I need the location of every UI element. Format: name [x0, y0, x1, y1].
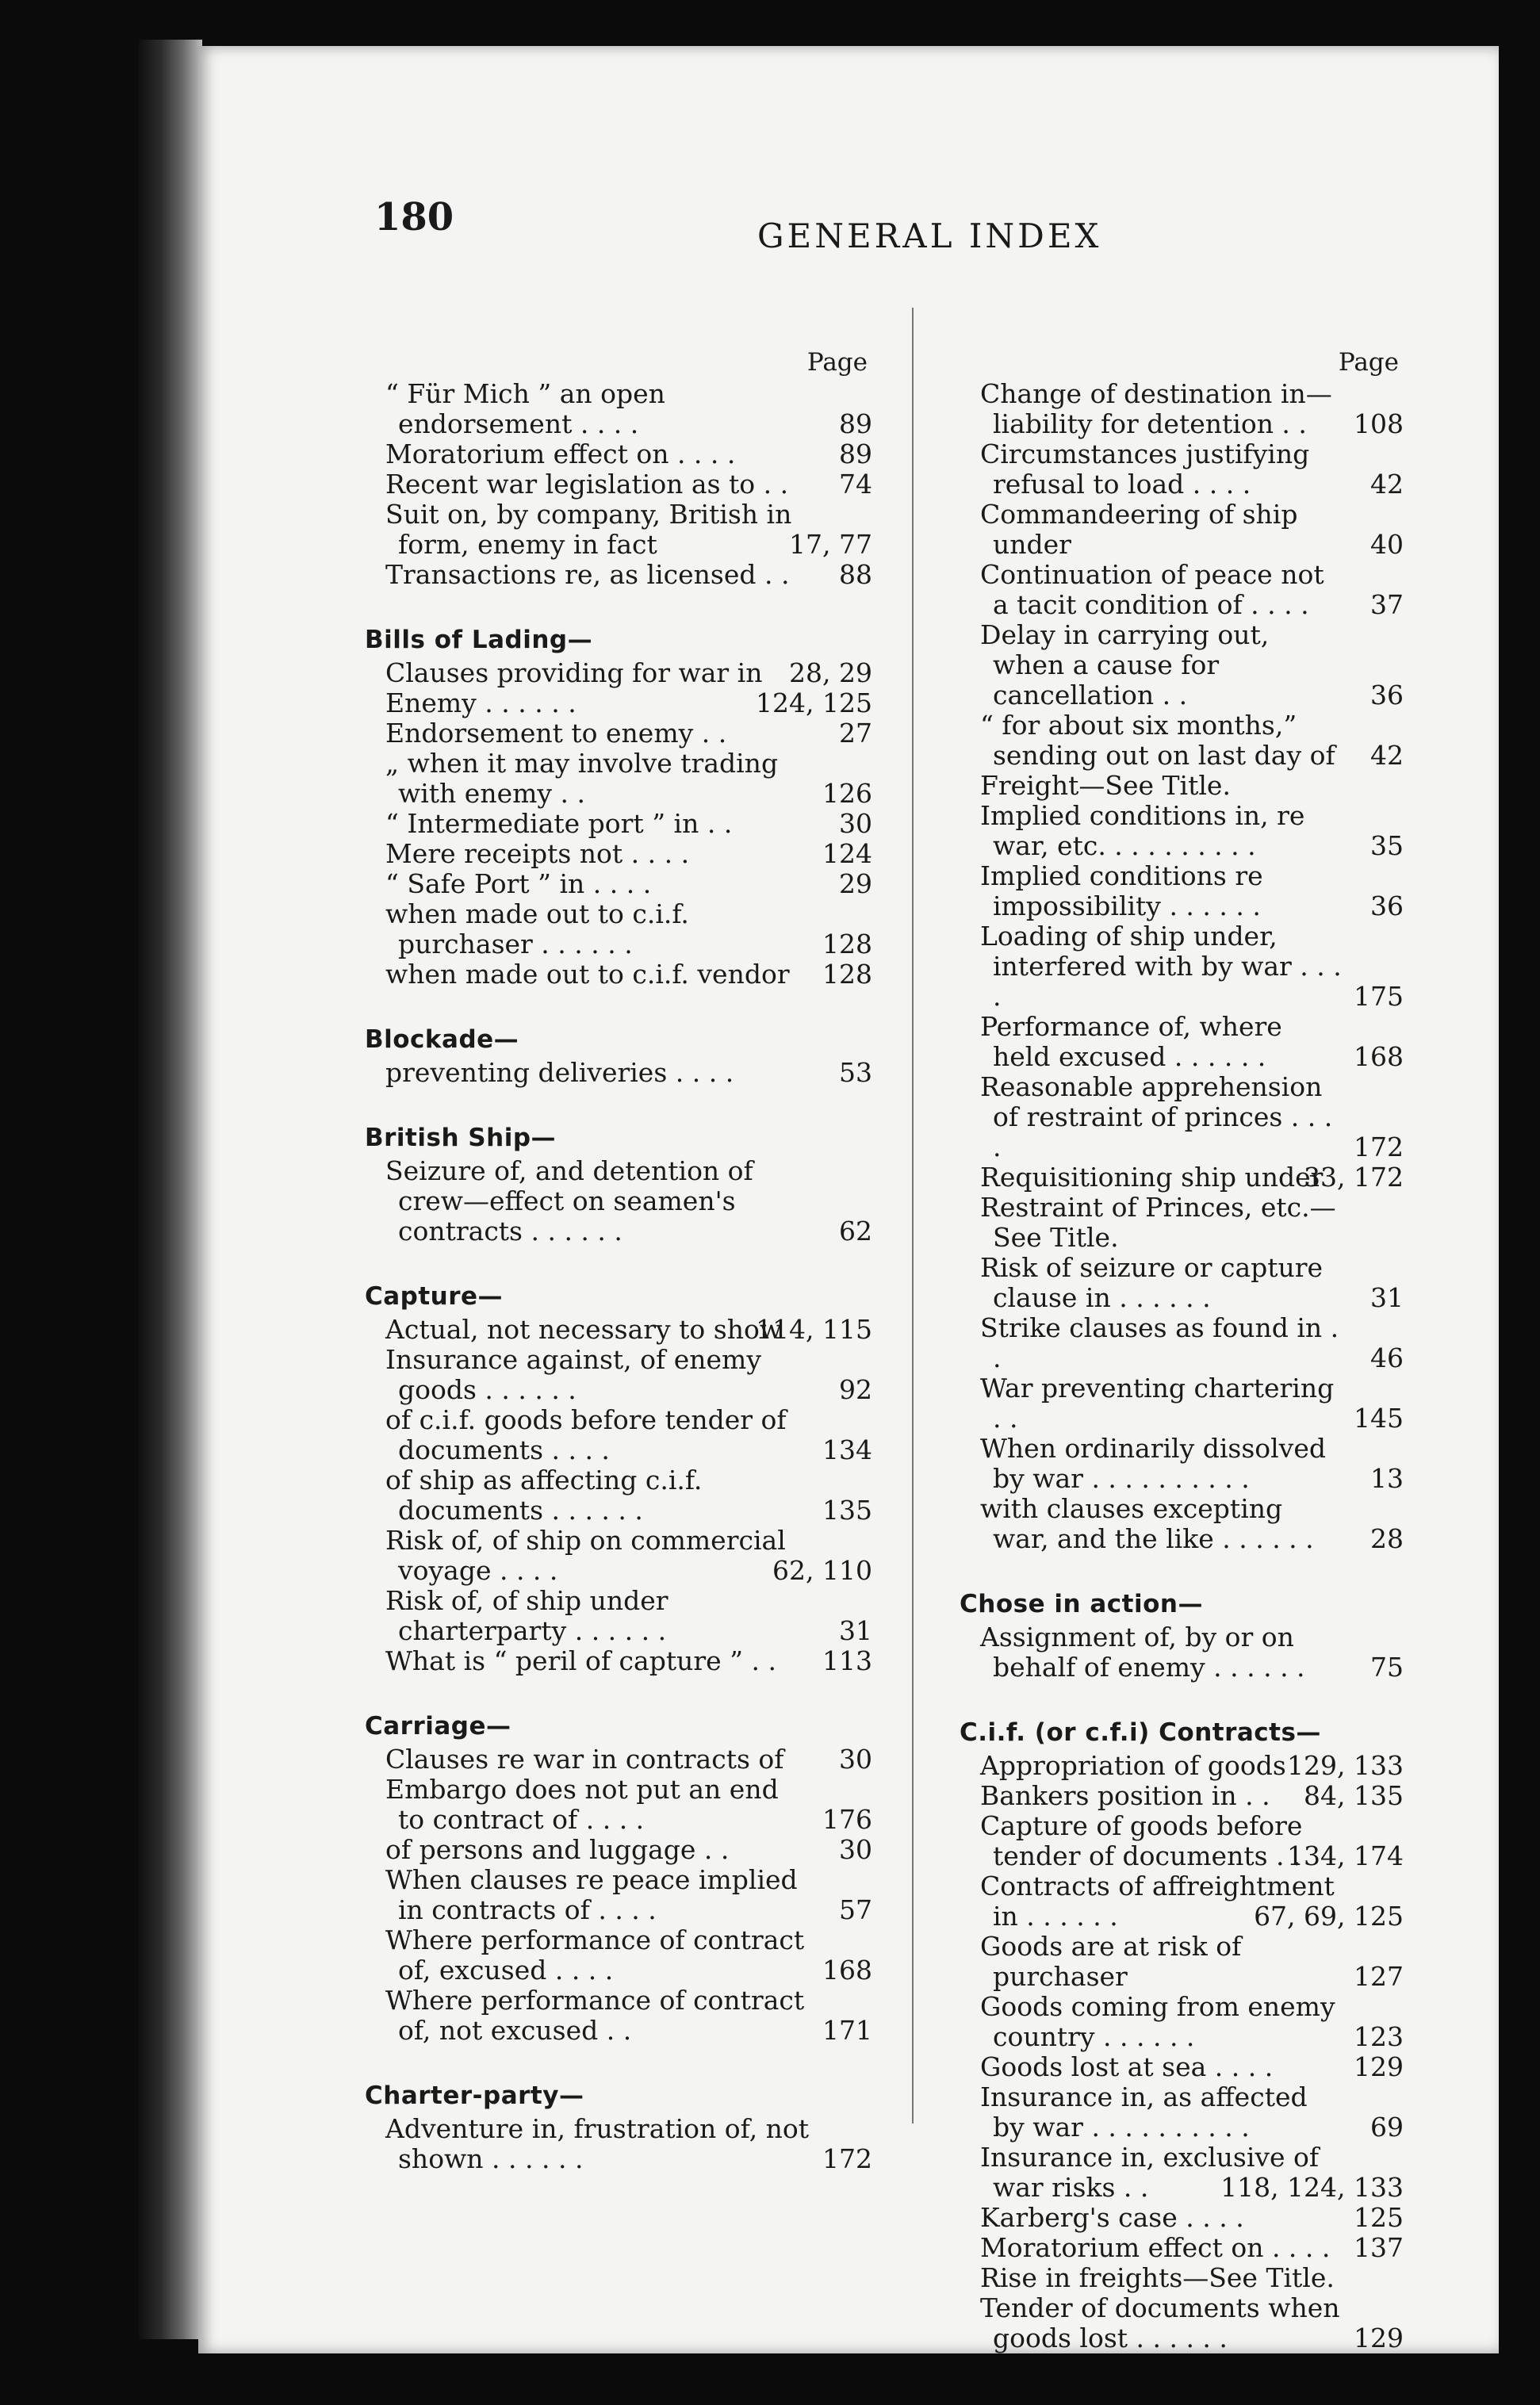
- entry-page-ref: 75: [1370, 1652, 1404, 1683]
- entry-page-ref: 124: [822, 838, 872, 869]
- entry-text: What is “ peril of capture ” . .: [385, 1645, 776, 1676]
- index-section: [365, 625, 872, 990]
- entry-text: Embargo does not put an end to contract of . . . .: [385, 1774, 779, 1835]
- entry-page-ref: 28, 29: [789, 657, 872, 688]
- entry-text: Implied conditions re impossibility . . . . . .: [980, 860, 1263, 921]
- index-entry: [365, 809, 872, 839]
- entry-page-ref: 134: [822, 1434, 872, 1465]
- entry-page-ref: 89: [839, 438, 872, 469]
- entry-page-ref: 168: [1354, 1041, 1404, 1072]
- index-entry: [365, 749, 872, 809]
- entry-text: “ Intermediate port ” in . .: [385, 808, 733, 839]
- right-sections: [960, 1589, 1404, 2353]
- entry-page-ref: 126: [822, 778, 872, 809]
- entry-text: Suit on, by company, British in form, enemy in fact: [385, 499, 792, 560]
- index-entry: [960, 861, 1404, 921]
- entry-text: Change of destination in—liability for detention . .: [980, 378, 1332, 439]
- index-entry: [960, 1932, 1404, 1992]
- index-entry: [365, 1058, 872, 1088]
- entry-text: Where performance of contract of, excused . . . .: [385, 1924, 805, 1986]
- entry-page-ref: 31: [1370, 1282, 1404, 1313]
- entry-text: when made out to c.i.f. purchaser . . . . . .: [385, 898, 689, 959]
- index-entry: [365, 1925, 872, 1986]
- index-entry: [365, 1775, 872, 1835]
- entry-text: Insurance against, of enemy goods . . . . . .: [385, 1344, 761, 1405]
- entry-page-ref: 40: [1370, 529, 1404, 560]
- entry-text: Bankers position in . .: [980, 1780, 1270, 1811]
- section-heading: British Ship—: [365, 1124, 557, 1152]
- index-entry: [365, 560, 872, 590]
- entry-text: Delay in carrying out, when a cause for cancellation . .: [980, 619, 1270, 710]
- entry-page-ref: 35: [1370, 830, 1404, 861]
- entry-page-ref: 13: [1370, 1463, 1404, 1494]
- index-entry: [365, 469, 872, 500]
- entry-page-ref: 36: [1370, 890, 1404, 921]
- section-heading: Carriage—: [365, 1712, 511, 1741]
- entry-text: when made out to c.i.f. vendor: [385, 959, 790, 990]
- index-entry: [365, 379, 872, 439]
- entry-text: Transactions re, as licensed . .: [385, 559, 790, 590]
- entry-page-ref: 62: [839, 1216, 872, 1247]
- entry-text: Requisitioning ship under: [980, 1162, 1324, 1193]
- entry-page-ref: 69: [1370, 2112, 1404, 2143]
- entry-text: Moratorium effect on . . . .: [980, 2232, 1331, 2263]
- entry-page-ref: 129: [1354, 2323, 1404, 2353]
- index-entry: [365, 1835, 872, 1865]
- entry-page-ref: 74: [839, 469, 872, 500]
- entry-page-ref: 28: [1370, 1523, 1404, 1554]
- index-entry: [960, 1193, 1404, 1253]
- entry-text: Clauses providing for war in: [385, 657, 763, 688]
- entry-page-ref: 129, 133: [1287, 1750, 1404, 1781]
- entry-text: War preventing chartering . .: [980, 1373, 1335, 1434]
- index-entry: [365, 1315, 872, 1345]
- index-entry: [960, 2082, 1404, 2143]
- entry-page-ref: 42: [1370, 740, 1404, 771]
- entry-page-ref: 113: [822, 1645, 872, 1676]
- entry-text: Where performance of contract of, not excused . .: [385, 1985, 805, 2046]
- index-section: [365, 1711, 872, 2046]
- entry-page-ref: 135: [822, 1495, 872, 1526]
- index-entry: [960, 2143, 1404, 2203]
- entry-text: Appropriation of goods: [980, 1750, 1286, 1781]
- entry-text: Continuation of peace not a tacit condition of . . . .: [980, 559, 1324, 620]
- entry-page-ref: 168: [822, 1955, 872, 1986]
- entry-text: “ for about six months,” sending out on last day of: [980, 710, 1335, 771]
- index-entry: [960, 1253, 1404, 1313]
- entry-text: Insurance in, exclusive of war risks . .: [980, 2142, 1320, 2203]
- index-entry: [960, 1373, 1404, 1434]
- entry-text: Goods are at risk of purchaser: [980, 1931, 1242, 1992]
- index-section: [960, 1589, 1404, 1683]
- entry-text: Rise in freights—See Title.: [980, 2262, 1335, 2293]
- entry-text: Performance of, where held excused . . . . . .: [980, 1011, 1282, 1072]
- entry-text: Risk of seizure or capture clause in . . . . . .: [980, 1252, 1324, 1313]
- section-heading: Charter-party—: [365, 2081, 584, 2110]
- entry-page-ref: 175: [1354, 981, 1404, 1012]
- entry-text: of ship as affecting c.i.f. documents . . . . . .: [385, 1465, 703, 1526]
- entry-page-ref: 37: [1370, 589, 1404, 620]
- index-entry: [960, 1992, 1404, 2052]
- entry-text: preventing deliveries . . . .: [385, 1057, 734, 1088]
- entry-text: Commandeering of ship under: [980, 499, 1298, 560]
- entry-text: Tender of documents when goods lost . . . . . .: [980, 2292, 1340, 2353]
- entry-text: Capture of goods before tender of documents . .: [980, 1810, 1303, 1871]
- index-entry: [365, 500, 872, 560]
- index-entry: [960, 1622, 1404, 1683]
- entry-text: When clauses re peace implied in contracts of . . . .: [385, 1864, 798, 1925]
- entry-page-ref: 145: [1354, 1403, 1404, 1434]
- entry-page-ref: 123: [1354, 2021, 1404, 2052]
- entry-text: “ Safe Port ” in . . . .: [385, 868, 652, 899]
- entry-page-ref: 127: [1354, 1961, 1404, 1992]
- entry-page-ref: 84, 135: [1304, 1780, 1404, 1811]
- entry-text: Restraint of Princes, etc.—See Title.: [980, 1192, 1336, 1253]
- index-entry: [365, 1986, 872, 2046]
- index-entry: [960, 560, 1404, 620]
- entry-page-ref: 92: [839, 1374, 872, 1405]
- index-entry: [365, 839, 872, 869]
- section-heading: C.i.f. (or c.f.i) Contracts—: [960, 1718, 1321, 1747]
- entry-page-ref: 62, 110: [772, 1555, 872, 1586]
- entry-text: Clauses re war in contracts of: [385, 1744, 784, 1775]
- left-sections: [365, 625, 872, 2174]
- page-column-label: Page: [806, 348, 868, 377]
- entry-text: “ Für Mich ” an open endorsement . . . .: [385, 378, 665, 439]
- index-entry: [365, 1744, 872, 1775]
- index-entry: [960, 2052, 1404, 2082]
- index-entry: [960, 439, 1404, 500]
- index-entry: [365, 959, 872, 990]
- entry-page-ref: 17, 77: [789, 529, 872, 560]
- entry-text: Freight—See Title.: [980, 770, 1231, 801]
- index-entry: [960, 801, 1404, 861]
- index-entry: [960, 2233, 1404, 2263]
- index-entry: [960, 1871, 1404, 1932]
- entry-page-ref: 118, 124, 133: [1220, 2172, 1404, 2203]
- index-entry: [365, 1156, 872, 1247]
- index-page: [198, 46, 1499, 2353]
- entry-page-ref: 137: [1354, 2232, 1404, 2263]
- book-spine: [139, 40, 202, 2339]
- entry-text: Seizure of, and detention of crew—effect on seamen's contracts . . . . . .: [385, 1155, 753, 1247]
- entry-page-ref: 30: [839, 808, 872, 839]
- index-entry: [365, 1865, 872, 1925]
- index-entry: [365, 1405, 872, 1465]
- entry-text: Moratorium effect on . . . .: [385, 438, 736, 469]
- index-entry: [365, 2114, 872, 2174]
- entry-page-ref: 114, 115: [756, 1314, 872, 1345]
- index-section: [365, 2081, 872, 2174]
- entry-text: Endorsement to enemy . .: [385, 718, 727, 749]
- entry-page-ref: 42: [1370, 469, 1404, 500]
- entry-text: with clauses excepting war, and the like . . . . . .: [980, 1493, 1314, 1554]
- entry-page-ref: 128: [822, 959, 872, 990]
- index-entry: [960, 2263, 1404, 2293]
- entry-page-ref: 29: [839, 868, 872, 899]
- entry-page-ref: 53: [839, 1057, 872, 1088]
- entry-text: Implied conditions in, re war, etc. . . . . . . . . .: [980, 800, 1305, 861]
- index-entry: [365, 658, 872, 688]
- index-entry: [365, 688, 872, 718]
- entry-text: Adventure in, frustration of, not shown . . . . . .: [385, 2113, 810, 2174]
- entry-text: Assignment of, by or on behalf of enemy . . . . . .: [980, 1622, 1305, 1683]
- entry-page-ref: 124, 125: [756, 687, 872, 718]
- index-entry: [365, 1646, 872, 1676]
- index-entry: [960, 500, 1404, 560]
- entry-text: Recent war legislation as to . .: [385, 469, 789, 500]
- index-entry: [960, 2293, 1404, 2353]
- entry-page-ref: 128: [822, 929, 872, 959]
- index-entry: [960, 1494, 1404, 1554]
- section-heading: Blockade—: [365, 1025, 519, 1054]
- entry-page-ref: 30: [839, 1744, 872, 1775]
- index-entry: [365, 1345, 872, 1405]
- index-entry: [960, 771, 1404, 801]
- section-heading: Capture—: [365, 1282, 504, 1311]
- right-lead-entries: [960, 379, 1404, 1554]
- entry-page-ref: 67, 69, 125: [1254, 1901, 1404, 1932]
- entry-text: of persons and luggage . .: [385, 1834, 730, 1865]
- entry-text: Mere receipts not . . . .: [385, 838, 690, 869]
- entry-page-ref: 134, 174: [1287, 1840, 1404, 1871]
- entry-text: Strike clauses as found in . .: [980, 1312, 1339, 1373]
- index-entry: [365, 1586, 872, 1646]
- index-entry: [960, 1162, 1404, 1193]
- entry-text: „ when it may involve trading with enemy . .: [385, 748, 779, 809]
- index-entry: [960, 1012, 1404, 1072]
- entry-page-ref: 172: [1354, 1132, 1404, 1162]
- entry-text: Goods lost at sea . . . .: [980, 2051, 1274, 2082]
- left-column: [365, 347, 872, 2174]
- index-entry: [960, 921, 1404, 1012]
- entry-page-ref: 57: [839, 1894, 872, 1925]
- index-entry: [960, 1751, 1404, 1781]
- index-section: [365, 1281, 872, 1676]
- entry-page-ref: 88: [839, 559, 872, 590]
- index-entry: [960, 1781, 1404, 1811]
- index-entry: [960, 1811, 1404, 1871]
- entry-text: Actual, not necessary to show: [385, 1314, 783, 1345]
- entry-text: Insurance in, as affected by war . . . . . . . . . .: [980, 2081, 1308, 2143]
- entry-page-ref: 30: [839, 1834, 872, 1865]
- entry-text: Risk of, of ship on commercial voyage . . . .: [385, 1525, 786, 1586]
- index-entry: [960, 1434, 1404, 1494]
- entry-text: Circumstances justifying refusal to load . . . .: [980, 438, 1310, 500]
- entry-text: Enemy . . . . . .: [385, 687, 577, 718]
- entry-text: Loading of ship under, interfered with by war . . . .: [980, 921, 1342, 1012]
- entry-page-ref: 125: [1354, 2202, 1404, 2233]
- entry-text: Reasonable apprehension of restraint of princes . . . .: [980, 1071, 1333, 1162]
- page-number: 180: [374, 195, 454, 239]
- section-heading: Bills of Lading—: [365, 626, 593, 654]
- index-entry: [365, 899, 872, 959]
- entry-page-ref: 171: [822, 2015, 872, 2046]
- index-entry: [365, 1465, 872, 1526]
- left-lead-entries: [365, 379, 872, 590]
- right-column: [960, 347, 1404, 2353]
- index-entry: [960, 1313, 1404, 1373]
- entry-text: Karberg's case . . . .: [980, 2202, 1244, 2233]
- entry-page-ref: 36: [1370, 680, 1404, 710]
- column-divider: [912, 308, 914, 2124]
- entry-page-ref: 31: [839, 1615, 872, 1646]
- entry-text: Risk of, of ship under charterparty . . . . . .: [385, 1585, 668, 1646]
- index-section: [365, 1123, 872, 1247]
- entry-page-ref: 108: [1354, 408, 1404, 439]
- index-entry: [365, 439, 872, 469]
- section-heading: Chose in action—: [960, 1590, 1203, 1618]
- index-entry: [960, 2203, 1404, 2233]
- entry-text: of c.i.f. goods before tender of documents . . . .: [385, 1404, 787, 1465]
- entry-text: Goods coming from enemy country . . . . . .: [980, 1991, 1335, 2052]
- entry-page-ref: 33, 172: [1304, 1162, 1404, 1193]
- index-entry: [365, 869, 872, 899]
- index-entry: [365, 718, 872, 749]
- entry-text: Contracts of affreightment in . . . . . .: [980, 1871, 1335, 1932]
- index-entry: [365, 1526, 872, 1586]
- index-section: [960, 1718, 1404, 2353]
- index-entry: [960, 710, 1404, 771]
- entry-page-ref: 89: [839, 408, 872, 439]
- index-entry: [960, 620, 1404, 710]
- index-entry: [960, 1072, 1404, 1162]
- entry-page-ref: 176: [822, 1804, 872, 1835]
- entry-page-ref: 129: [1354, 2051, 1404, 2082]
- index-entry: [960, 379, 1404, 439]
- page-column-label: Page: [1338, 348, 1399, 377]
- entry-page-ref: 27: [839, 718, 872, 749]
- index-section: [365, 1024, 872, 1088]
- entry-page-ref: 172: [822, 2143, 872, 2174]
- entry-text: When ordinarily dissolved by war . . . . . . . . . .: [980, 1433, 1326, 1494]
- running-title: GENERAL INDEX: [757, 216, 1102, 255]
- entry-page-ref: 46: [1370, 1342, 1404, 1373]
